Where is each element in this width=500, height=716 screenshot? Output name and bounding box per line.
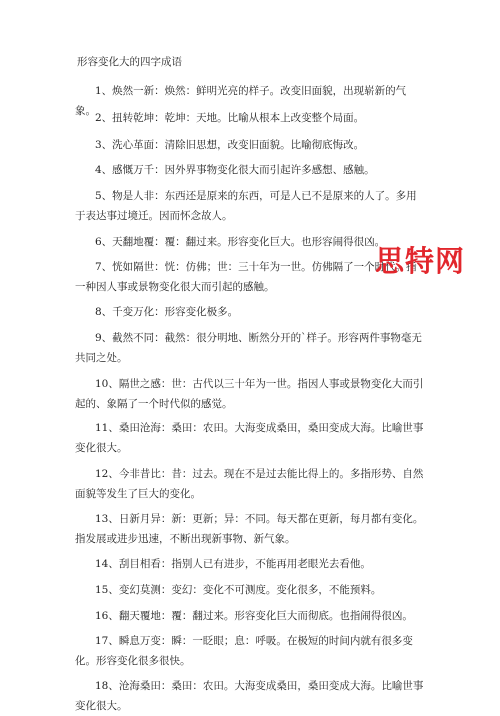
idiom-entry-16: 16、翻天覆地：覆：翻过来。形容变化巨大而彻底。也指闹得很凶。 <box>95 610 413 622</box>
idiom-entry-18: 18、沧海桑田：桑田：农田。大海变成桑田，桑田变成大海。比喻世事变化很大。 <box>75 680 424 712</box>
idiom-entry-12: 12、今非昔比：昔：过去。现在不是过去能比得上的。多指形势、自然面貌等发生了巨大的变化。 <box>75 468 424 500</box>
idiom-entry-9: 9、截然不同：截然：很分明地、断然分开的`样子。形容两件事物毫无共同之处。 <box>75 332 422 364</box>
idiom-entry-10: 10、隔世之感：世：古代以三十年为一世。指因人事或景物变化大而引起的、象隔了一个时代似的感觉。 <box>75 378 424 410</box>
idiom-entry-1: 1、焕然一新：焕然：鲜明光亮的样子。改变旧面貌，出现崭新的气象。 <box>75 85 407 117</box>
idiom-entry-4: 4、感慨万千：因外界事物变化很大而引起许多感想、感触。 <box>95 164 375 176</box>
document-title: 形容变化大的四字成语 <box>77 56 182 68</box>
idiom-entry-6: 6、天翻地覆：覆：翻过来。形容变化巨大。也形容闹得很凶。 <box>95 236 386 248</box>
site-watermark-logo: 思特网 <box>375 244 466 278</box>
idiom-entry-15: 15、变幻莫测：变幻：变化不可测度。变化很多，不能预料。 <box>95 584 382 596</box>
idiom-entry-13: 13、日新月异：新：更新；异：不同。每天都在更新，每月都有变化。指发展或进步迅速，不断出现新事物、新气象。 <box>75 513 424 545</box>
idiom-entry-17: 17、瞬息万变：瞬：一眨眼；息：呼吸。在极短的时间内就有很多变化。形容变化很多很快。 <box>75 635 413 667</box>
idiom-entry-8: 8、千变万化：形容变化极多。 <box>95 306 239 318</box>
idiom-entry-5: 5、物是人非：东西还是原来的东西，可是人已不是原来的人了。多用于表达事过境迁。因而怀念故人。 <box>75 190 417 222</box>
idiom-entry-11: 11、桑田沧海：桑田：农田。大海变成桑田，桑田变成大海。比喻世事变化很大。 <box>75 422 424 454</box>
idiom-entry-14: 14、刮目相看：指别人已有进步，不能再用老眼光去看他。 <box>95 558 371 570</box>
idiom-entry-7: 7、恍如隔世：恍：仿佛；世：三十年为一世。仿佛隔了一个时代。指一种因人事或景物变化很大而引起的感触。 <box>75 261 417 293</box>
idiom-entry-2: 2、扭转乾坤：乾坤：天地。比喻从根本上改变整个局面。 <box>95 112 365 124</box>
idiom-entry-3: 3、洗心革面：清除旧思想，改变旧面貌。比喻彻底悔改。 <box>95 139 365 151</box>
